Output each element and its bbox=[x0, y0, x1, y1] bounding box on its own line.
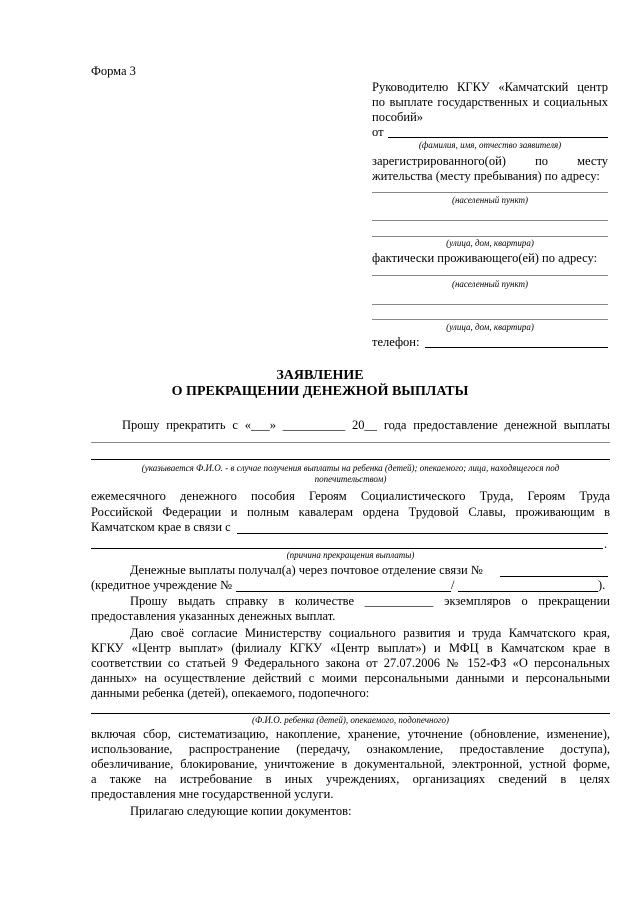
registered-street-caption: (улица, дом, квартира) bbox=[446, 238, 534, 248]
reason-field-1[interactable] bbox=[237, 533, 608, 534]
child-name-field[interactable] bbox=[91, 713, 610, 714]
consent-line-2: КГКУ «Центр выплат» (филиалу КГКУ «Центр выплат») и МФЦ в Камчатском крае в bbox=[91, 641, 610, 655]
actual-street-field-1[interactable] bbox=[372, 304, 608, 305]
processing-line-5: предоставления мне государственной услуги. bbox=[91, 787, 334, 801]
credit-institution-close: ). bbox=[598, 578, 606, 592]
processing-line-4: а также на истребование в иных учреждениях, организациях сведений в целях bbox=[91, 772, 610, 786]
recipient-line-2: по выплате государственных и социальных bbox=[372, 95, 608, 109]
consent-line-5: данными ребенка (детей), опекаемого, подопечного: bbox=[91, 686, 370, 700]
actual-address-label: фактически проживающего(ей) по адресу: bbox=[372, 251, 598, 265]
certificate-line-2: предоставления указанных денежных выплат. bbox=[91, 609, 336, 623]
actual-street-caption: (улица, дом, квартира) bbox=[446, 322, 534, 332]
registered-street-field-2[interactable] bbox=[372, 236, 608, 237]
beneficiary-caption-1: (указывается Ф.И.О. - в случае получения выплаты на ребенка (детей); опекаемого; лица, находящегося под bbox=[141, 463, 560, 473]
beneficiary-field-2[interactable] bbox=[91, 459, 610, 460]
certificate-line-1: Прошу выдать справку в количестве ___________ экземпляров о прекращении bbox=[130, 594, 610, 608]
reason-field-2[interactable] bbox=[91, 548, 603, 549]
child-name-caption: (Ф.И.О. ребенка (детей), опекаемого, подопечного) bbox=[252, 715, 449, 725]
received-line-1: Денежные выплаты получал(а) через почтовое отделение связи № bbox=[130, 563, 483, 577]
from-label: от bbox=[372, 125, 384, 139]
recipient-line-3: пособий» bbox=[372, 110, 424, 124]
processing-line-2: использование, распространение (передачу, ознакомление, предоставление доступа), bbox=[91, 742, 610, 756]
recipient-line-1: Руководителю КГКУ «Камчатский центр bbox=[372, 80, 608, 94]
credit-institution-field-1[interactable] bbox=[236, 591, 451, 592]
consent-line-4: данных» на осуществление действий с моими персональными данными и персональными bbox=[91, 671, 610, 685]
form-label: Форма 3 bbox=[91, 64, 136, 78]
phone-field[interactable] bbox=[425, 347, 608, 348]
benefit-line-3: Камчатском крае в связи с bbox=[91, 520, 231, 534]
registered-settlement-caption: (населенный пункт) bbox=[451, 195, 529, 205]
registered-street-field-1[interactable] bbox=[372, 220, 608, 221]
actual-settlement-caption: (населенный пункт) bbox=[451, 279, 529, 289]
document-title: ЗАЯВЛЕНИЕ bbox=[276, 368, 364, 383]
consent-line-1: Даю своё согласие Министерству социального развития и труда Камчатского края, bbox=[130, 626, 610, 640]
registered-line-2: жительства (месту пребывания) по адресу: bbox=[372, 169, 600, 183]
document-subtitle: О ПРЕКРАЩЕНИИ ДЕНЕЖНОЙ ВЫПЛАТЫ bbox=[171, 384, 469, 399]
phone-label: телефон: bbox=[372, 335, 420, 349]
registered-settlement-field[interactable] bbox=[372, 192, 608, 193]
actual-settlement-field[interactable] bbox=[372, 275, 608, 276]
credit-institution-separator: / bbox=[451, 578, 455, 592]
registered-line-1: зарегистрированного(ой) по месту bbox=[372, 154, 608, 168]
reason-period: . bbox=[604, 537, 608, 551]
reason-caption: (причина прекращения выплаты) bbox=[286, 550, 415, 560]
benefit-line-1: ежемесячного денежного пособия Героям Социалистического Труда, Героям Труда bbox=[91, 489, 610, 503]
attachments-line: Прилагаю следующие копии документов: bbox=[130, 804, 352, 818]
consent-line-3: соответствии со статьей 9 Федерального закона от 27.07.2006 № 152-ФЗ «О персональных bbox=[91, 656, 610, 670]
applicant-name-field[interactable] bbox=[388, 137, 608, 138]
request-line: Прошу прекратить с «___» __________ 20__ года предоставление денежной выплаты bbox=[122, 418, 610, 432]
credit-institution-field-2[interactable] bbox=[458, 591, 598, 592]
benefit-line-2: Российской Федерации и полным кавалерам ордена Трудовой Славы, проживающим в bbox=[91, 505, 610, 519]
applicant-name-caption: (фамилия, имя, отчество заявителя) bbox=[418, 140, 562, 150]
post-office-field[interactable] bbox=[500, 576, 608, 577]
processing-line-3: обезличивание, блокирование, уничтожение в документальной, электронной, устной форме, bbox=[91, 757, 610, 771]
actual-street-field-2[interactable] bbox=[372, 319, 608, 320]
processing-line-1: включая сбор, систематизацию, накопление, хранение, уточнение (обновление, изменение), bbox=[91, 727, 610, 741]
credit-institution-label: (кредитное учреждение № bbox=[91, 578, 233, 592]
beneficiary-field-1[interactable] bbox=[91, 442, 610, 443]
beneficiary-caption-2: попечительством) bbox=[314, 474, 387, 484]
